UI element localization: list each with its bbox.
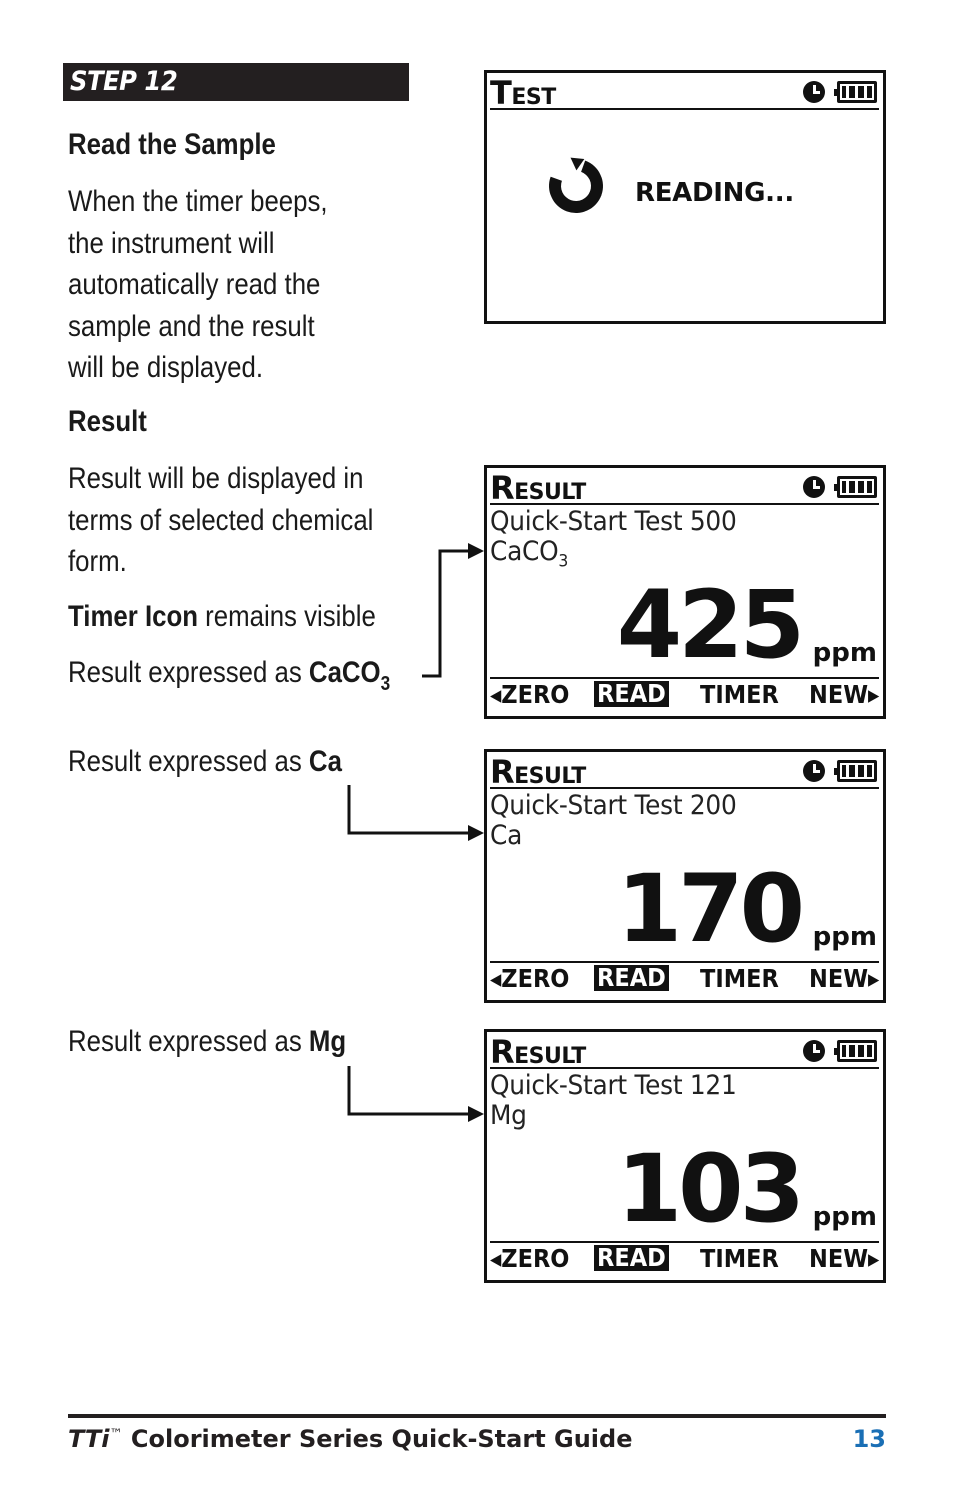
expressed-prefix: Result expressed as	[68, 1025, 302, 1058]
softkey-timer[interactable]: TIMER	[700, 964, 779, 993]
timer-icon-desc: remains visible	[205, 600, 376, 633]
chemical-form: Mg	[490, 1100, 527, 1131]
test-name: Quick-Start Test 121	[490, 1070, 737, 1101]
lcd-header	[490, 76, 879, 110]
step-label: STEP 12	[63, 63, 409, 101]
page-number: 13	[852, 1425, 886, 1453]
read-sample-heading: Read the Sample	[68, 128, 276, 161]
timer-icon	[803, 476, 825, 498]
battery-icon	[837, 81, 877, 103]
softkey-new[interactable]: NEW▸	[809, 964, 880, 993]
lcd-result-ca	[484, 749, 886, 1003]
footer-title-text: Colorimeter Series Quick-Start Guide	[122, 1425, 633, 1453]
softkey-bar	[490, 961, 879, 997]
softkey-zero[interactable]: ◂ZERO	[490, 1244, 570, 1273]
text-line: terms of selected chemical	[68, 503, 374, 537]
softkey-zero[interactable]: ◂ZERO	[490, 964, 570, 993]
result-unit: ppm	[812, 638, 877, 668]
softkey-read[interactable]: READ	[594, 681, 669, 707]
test-name: Quick-Start Test 200	[490, 790, 737, 821]
softkey-timer[interactable]: TIMER	[700, 680, 779, 709]
text-line: Result will be displayed in	[68, 462, 364, 495]
result-value: 103	[616, 1135, 801, 1244]
softkey-bar	[490, 677, 879, 713]
lcd-header	[490, 755, 879, 789]
chemical-form-main: CaCO	[490, 536, 559, 567]
result-unit: ppm	[812, 922, 877, 952]
softkey-new[interactable]: NEW▸	[809, 1244, 880, 1273]
footer-divider	[68, 1414, 886, 1418]
result-heading: Result	[68, 405, 147, 438]
screen-title: Result	[490, 1033, 586, 1071]
text-line: will be displayed.	[68, 351, 264, 384]
ca-label: Ca	[308, 745, 342, 778]
caco3-arrowhead	[468, 543, 484, 559]
mg-arrowhead	[468, 1106, 484, 1122]
battery-icon	[837, 1040, 877, 1062]
screen-title: Result	[490, 469, 586, 507]
mg-arrow-line	[349, 1066, 470, 1114]
lcd-header	[490, 471, 879, 505]
reading-spinner-icon	[540, 150, 612, 222]
chemical-form: Ca	[490, 820, 523, 851]
screen-title: Test	[490, 74, 556, 112]
timer-icon	[803, 1040, 825, 1062]
timer-icon-term: Timer Icon	[68, 600, 199, 633]
lcd-result-caco3	[484, 465, 886, 719]
caco3-label: CaCO	[308, 656, 381, 689]
softkey-bar	[490, 1241, 879, 1277]
text-line: automatically read the	[68, 268, 321, 301]
text-line: form.	[68, 545, 127, 578]
footer-guide-title	[68, 1425, 632, 1453]
test-name: Quick-Start Test 500	[490, 506, 737, 537]
ca-arrowhead	[468, 825, 484, 841]
lcd-header	[490, 1035, 879, 1069]
softkey-new[interactable]: NEW▸	[809, 680, 880, 709]
ca-arrow-line	[349, 785, 470, 833]
timer-icon	[803, 760, 825, 782]
softkey-zero[interactable]: ◂ZERO	[490, 680, 570, 709]
screen-title: Result	[490, 753, 586, 791]
battery-icon	[837, 760, 877, 782]
battery-icon	[837, 476, 877, 498]
trademark-symbol: ™	[109, 1427, 123, 1442]
text-line: When the timer beeps,	[68, 185, 328, 218]
result-unit: ppm	[812, 1202, 877, 1232]
result-value: 170	[616, 855, 801, 964]
softkey-timer[interactable]: TIMER	[700, 1244, 779, 1273]
softkey-read[interactable]: READ	[594, 1245, 669, 1271]
mg-label: Mg	[308, 1025, 347, 1058]
expressed-prefix: Result expressed as	[68, 656, 302, 689]
timer-icon	[803, 81, 825, 103]
text-line: the instrument will	[68, 226, 275, 260]
caco3-arrow-line	[422, 551, 470, 676]
text-line: sample and the result	[68, 309, 315, 343]
result-value: 425	[616, 571, 801, 680]
footer-brand: TTi	[68, 1425, 110, 1453]
chemical-form-subscript: 3	[558, 551, 569, 572]
lcd-result-mg	[484, 1029, 886, 1283]
softkey-read[interactable]: READ	[594, 965, 669, 991]
caco3-subscript: 3	[380, 673, 391, 695]
expressed-prefix: Result expressed as	[68, 745, 302, 778]
chemical-form	[490, 536, 568, 571]
reading-status: READING...	[635, 178, 794, 208]
lcd-test-screen	[484, 70, 886, 324]
